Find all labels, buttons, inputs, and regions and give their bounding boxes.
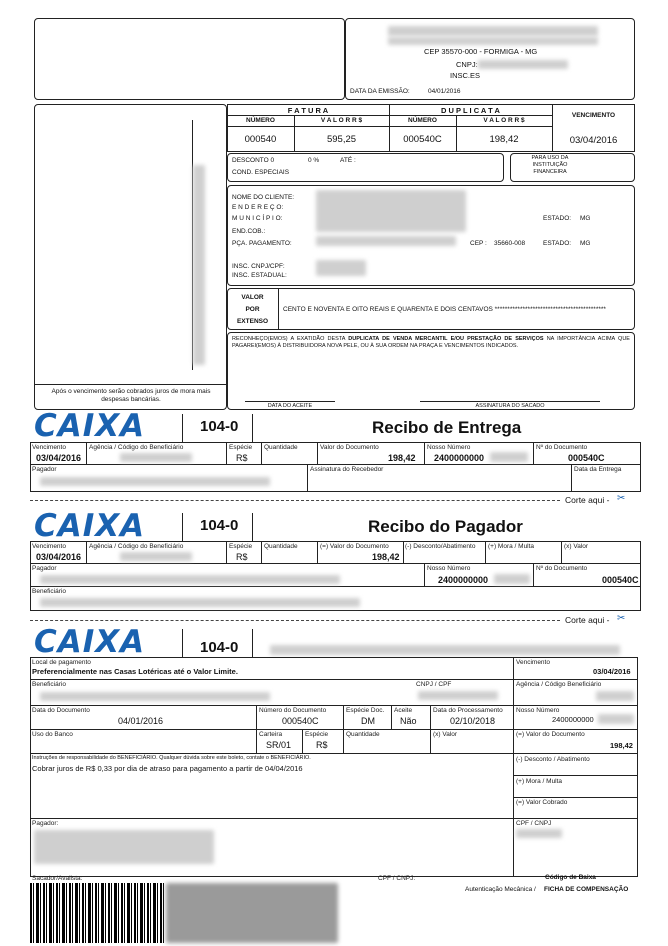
fc-cnpj-redacted bbox=[418, 691, 498, 700]
stub-redacted bbox=[193, 165, 205, 365]
fc-instrucoes-label: Instruções de responsabilidade do BENEFICIÁRIO. Qualquer dúvida sobre este boleto, contate o BENEFICIÁRIO. bbox=[32, 755, 311, 761]
caixa-logo-2: CAIXA bbox=[34, 508, 146, 544]
re-assinatura-label: Assinatura do Recebedor bbox=[310, 466, 384, 473]
re-valor: 198,42 bbox=[388, 453, 416, 463]
issuer-cnpj-label: CNPJ: bbox=[456, 60, 478, 69]
re-valor-label: Valor do Documento bbox=[320, 444, 379, 451]
rp-ndoc: 000540C bbox=[602, 575, 639, 585]
duplicata-numero: 000540C bbox=[403, 134, 442, 145]
fatura-numero-label: NÚMERO bbox=[246, 117, 275, 124]
fc-data-doc-label: Data do Documento bbox=[32, 707, 90, 714]
fc-aceite-label: Aceite bbox=[394, 707, 413, 714]
cliente-endereco-label: E N D E R E Ç O: bbox=[232, 204, 284, 211]
fatura-valor: 595,25 bbox=[326, 134, 357, 145]
rp-vencimento: 03/04/2016 bbox=[36, 552, 82, 562]
fc-num-doc-label: Número do Documento bbox=[259, 707, 327, 714]
re-nosso-redacted bbox=[490, 452, 528, 462]
fc-vencimento: 03/04/2016 bbox=[593, 667, 631, 676]
extenso-label-2: POR bbox=[245, 306, 260, 313]
fc-desconto-label: (-) Desconto / Abatimento bbox=[516, 756, 590, 763]
assinatura-sacado-label: ASSINATURA DO SACADO bbox=[475, 403, 545, 409]
extenso-label-1: VALOR bbox=[241, 294, 264, 301]
fc-pagador-redacted bbox=[34, 830, 214, 864]
rp-valor-label: (=) Valor do Documento bbox=[320, 543, 389, 550]
vencimento-label: VENCIMENTO bbox=[571, 112, 616, 119]
re-data-entrega-label: Data da Entrega bbox=[574, 466, 622, 473]
fc-data-proc: 02/10/2018 bbox=[450, 716, 496, 726]
corte-line-1 bbox=[30, 500, 560, 501]
fc-mora-label: (+) Mora / Multa bbox=[516, 778, 563, 785]
issuer-cnpj-redacted bbox=[478, 60, 568, 69]
fc-nosso-label: Nosso Número bbox=[516, 707, 560, 714]
cliente-estado2-label: ESTADO: bbox=[543, 240, 572, 247]
caixa-logo-1: CAIXA bbox=[34, 408, 146, 444]
duplicata-numero-label: NÚMERO bbox=[408, 117, 437, 124]
fc-especie: R$ bbox=[316, 740, 328, 750]
fc-especie-doc-label: Espécie Doc. bbox=[346, 707, 385, 714]
fc-data-proc-label: Data do Processamento bbox=[433, 707, 503, 714]
rp-beneficiario-redacted bbox=[40, 598, 360, 607]
fc-nosso: 2400000000 bbox=[552, 715, 594, 724]
bank-code-3: 104-0 bbox=[200, 639, 239, 656]
linha-digitavel-redacted bbox=[270, 645, 620, 655]
re-quantidade-label: Quantidade bbox=[264, 444, 298, 451]
cliente-estado2: MG bbox=[580, 240, 591, 247]
uso-financeira: PARA USO DA INSTITUIÇÃO FINANCEIRA bbox=[531, 155, 569, 175]
fc-agencia-redacted bbox=[596, 691, 634, 701]
emission-label: DATA DA EMISSÃO: bbox=[350, 88, 410, 95]
cliente-insc-cnpj-label: INSC. CNPJ/CPF: bbox=[232, 263, 285, 270]
data-aceite-label: DATA DO ACEITE bbox=[267, 403, 313, 409]
rp-pagador-redacted bbox=[40, 575, 340, 584]
rp-vencimento-label: Vencimento bbox=[32, 543, 66, 550]
fc-especie-doc: DM bbox=[361, 716, 375, 726]
rp-quantidade-label: Quantidade bbox=[264, 543, 298, 550]
duplicata-valor-label: V A L O R R $ bbox=[483, 117, 525, 124]
bank-code-1: 104-0 bbox=[200, 418, 239, 435]
re-vencimento: 03/04/2016 bbox=[36, 453, 82, 463]
fc-aceite: Não bbox=[400, 716, 417, 726]
fc-sacador-label: Sacador/Avalista: bbox=[32, 875, 83, 882]
cliente-cep-label: CEP : bbox=[470, 240, 487, 247]
desconto-pct: 0 % bbox=[308, 157, 320, 164]
vencimento-date: 03/04/2016 bbox=[569, 135, 618, 146]
rp-nosso-label: Nosso Número bbox=[427, 565, 471, 572]
emission-date: 04/01/2016 bbox=[428, 88, 461, 95]
fc-codigo-baixa: Código de Baixa bbox=[545, 874, 596, 881]
fc-ficha-comp: FICHA DE COMPENSAÇÃO bbox=[544, 886, 629, 893]
issuer-cep-city: CEP 35570-000 - FORMIGA - MG bbox=[424, 47, 538, 56]
rp-beneficiario-label: Beneficiário bbox=[32, 588, 66, 595]
cliente-nome-label: NOME DO CLIENTE: bbox=[232, 194, 295, 201]
rp-desconto-label: (-) Desconto/Abatimento bbox=[405, 543, 476, 550]
fc-cobrado-label: (=) Valor Cobrado bbox=[516, 799, 568, 806]
fc-xvalor-label: (x) Valor bbox=[433, 731, 458, 738]
re-nosso: 2400000000 bbox=[434, 453, 485, 463]
re-pagador-label: Pagador bbox=[32, 466, 57, 473]
fc-instrucoes: Cobrar juros de R$ 0,33 por dia de atraso para pagamento a partir de 04/04/2016 bbox=[32, 764, 303, 773]
fc-pagador-label: Pagador: bbox=[32, 820, 59, 827]
fc-uso-banco-label: Uso do Banco bbox=[32, 731, 73, 738]
cliente-municipio-label: M U N I C Í P I O: bbox=[232, 215, 283, 222]
fc-cpf-cnpj2-label: CPF / CNPJ: bbox=[378, 875, 416, 882]
rp-especie: R$ bbox=[236, 552, 248, 562]
issuer-name-redacted bbox=[388, 26, 598, 36]
cliente-insc-est-label: INSC. ESTADUAL: bbox=[232, 272, 287, 279]
bank-code-2: 104-0 bbox=[200, 517, 239, 534]
duplicata-title: D U P L I C A T A bbox=[441, 106, 500, 115]
recibo-pagador-title: Recibo do Pagador bbox=[368, 517, 523, 536]
re-ndoc-label: Nº do Documento bbox=[536, 444, 588, 451]
rp-agencia-redacted bbox=[120, 552, 192, 561]
fc-cnpj-label: CNPJ / CPF bbox=[416, 681, 452, 688]
fatura-numero: 000540 bbox=[244, 134, 277, 145]
desconto-cond: COND. ESPECIAIS bbox=[232, 169, 290, 176]
scissors-icon: ✂ bbox=[617, 613, 626, 624]
fc-nosso-redacted bbox=[598, 714, 634, 724]
rp-agencia-label: Agência / Código do Beneficiário bbox=[89, 543, 184, 550]
corte-label-1: Corte aqui - bbox=[565, 495, 610, 505]
rp-valor: 198,42 bbox=[372, 552, 400, 562]
scissors-icon: ✂ bbox=[617, 493, 626, 504]
rp-especie-label: Espécie bbox=[229, 543, 253, 550]
rp-xvalor-label: (x) Valor bbox=[564, 543, 589, 550]
fc-valor-doc: 198,42 bbox=[610, 741, 633, 750]
corte-label-2: Corte aqui - bbox=[565, 615, 610, 625]
duplicata-valor: 198,42 bbox=[489, 134, 519, 145]
fc-local-label: Local de pagamento bbox=[32, 659, 91, 666]
fc-carteira: SR/01 bbox=[266, 740, 292, 750]
issuer-address-redacted bbox=[388, 37, 598, 45]
reconhecimento-text: RECONHEÇO(EMOS) A EXATIDÃO DESTA DUPLICATA DE VENDA MERCANTIL E/OU PRESTAÇÃO DE SERVIÇOS NA IMPORTÂNCIA ACIMA QUE PAGAREI(EMOS) À DISTRIBUIDORA NOVA PELE, OU À SUA ORDEM NA PRAÇA E VENCIMENTOS INDICADOS. bbox=[232, 336, 630, 349]
cliente-estado-label: ESTADO: bbox=[543, 215, 572, 222]
cliente-data-redacted bbox=[316, 190, 466, 232]
fc-beneficiario-label: Beneficiário bbox=[32, 681, 66, 688]
re-agencia-label: Agência / Código do Beneficiário bbox=[89, 444, 184, 451]
rp-pagador-label: Pagador bbox=[32, 565, 57, 572]
fc-quantidade-label: Quantidade bbox=[346, 731, 380, 738]
juros-note: Após o vencimento serão cobrados juros de mora mais despesas bancárias. bbox=[51, 388, 211, 403]
re-agencia-redacted bbox=[120, 453, 192, 462]
re-vencimento-label: Vencimento bbox=[32, 444, 66, 451]
fc-beneficiario-redacted bbox=[40, 692, 270, 701]
rp-mora-label: (+) Mora / Multa bbox=[488, 543, 535, 550]
desconto-ate: ATÉ : bbox=[340, 157, 356, 164]
rp-ndoc-label: Nº do Documento bbox=[536, 565, 588, 572]
fc-local: Preferencialmente nas Casas Lotéricas até o Valor Limite. bbox=[32, 667, 238, 676]
fc-carteira-label: Carteira bbox=[259, 731, 283, 738]
corte-line-2 bbox=[30, 620, 560, 621]
cliente-endcob-label: END.COB.: bbox=[232, 228, 266, 235]
cliente-cep: 35660-008 bbox=[494, 240, 526, 247]
rp-nosso: 2400000000 bbox=[438, 575, 489, 585]
cliente-data-redacted-2 bbox=[316, 236, 456, 246]
cliente-praca-label: PÇA. PAGAMENTO: bbox=[232, 240, 292, 247]
re-especie-label: Espécie bbox=[229, 444, 253, 451]
logo-box bbox=[34, 18, 345, 100]
re-especie: R$ bbox=[236, 453, 248, 463]
cliente-data-redacted-3 bbox=[316, 260, 366, 276]
re-pagador-redacted bbox=[40, 477, 270, 486]
barcode-redacted bbox=[166, 883, 338, 943]
caixa-logo-3: CAIXA bbox=[34, 624, 146, 660]
re-nosso-label: Nosso Número bbox=[427, 444, 471, 451]
fc-agencia-label: Agência / Código Beneficiário bbox=[516, 681, 602, 688]
desconto-label: DESCONTO 0 bbox=[232, 157, 275, 164]
barcode bbox=[30, 883, 166, 943]
fatura-title: F A T U R A bbox=[287, 106, 329, 115]
fc-especie-label: Espécie bbox=[305, 731, 329, 738]
fc-valor-doc-label: (=) Valor do Documento bbox=[516, 731, 585, 738]
recibo-entrega-title: Recibo de Entrega bbox=[372, 418, 522, 437]
fc-data-doc: 04/01/2016 bbox=[118, 716, 164, 726]
fc-vencimento-label: Vencimento bbox=[516, 659, 550, 666]
rp-nosso-redacted bbox=[494, 574, 530, 584]
fc-num-doc: 000540C bbox=[282, 716, 319, 726]
re-ndoc: 000540C bbox=[568, 453, 605, 463]
cliente-estado: MG bbox=[580, 215, 591, 222]
fc-cpf-cnpj-redacted bbox=[516, 829, 562, 838]
fc-cpf-cnpj-label: CPF / CNPJ bbox=[516, 820, 552, 827]
extenso-text: CENTO E NOVENTA E OITO REAIS E QUARENTA E DOIS CENTAVOS ******************************************** bbox=[283, 306, 606, 313]
issuer-insc-label: INSC.ES bbox=[450, 71, 481, 80]
fc-autenticacao: Autenticação Mecânica / bbox=[465, 886, 536, 893]
extenso-label-3: EXTENSO bbox=[236, 318, 269, 325]
fatura-valor-label: V A L O R R $ bbox=[320, 117, 363, 124]
stub-divider bbox=[34, 384, 227, 385]
